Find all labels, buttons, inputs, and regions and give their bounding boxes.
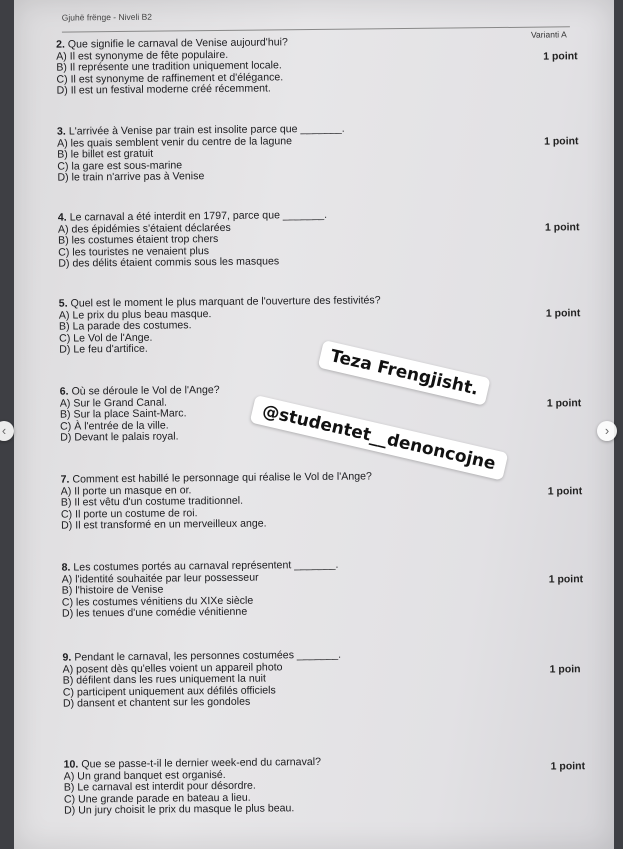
question-8 bbox=[61, 558, 542, 621]
header-divider bbox=[62, 26, 570, 32]
question-number: 9. bbox=[62, 651, 72, 664]
question-number: 10. bbox=[63, 758, 79, 771]
question-2 bbox=[56, 35, 537, 98]
question-number: 4. bbox=[57, 211, 67, 224]
exam-variant: Varianti A bbox=[530, 29, 567, 40]
answer-option: A) des épidémies s'étaient déclarées bbox=[57, 221, 231, 236]
answer-option: A) Le prix du plus beau masque. bbox=[58, 307, 212, 322]
answer-option: B) Sur la place Saint-Marc. bbox=[59, 407, 187, 421]
question-text: Où se déroule le Vol de l'Ange? bbox=[71, 383, 220, 398]
answer-option: D) Le feu d'artifice. bbox=[59, 343, 148, 357]
question-text: Les costumes portés au carnaval représentent _______. bbox=[73, 558, 339, 574]
question-points: 1 point bbox=[543, 50, 578, 63]
question-text: Le carnaval a été interdit en 1797, parce que _______. bbox=[69, 208, 328, 224]
answer-option: D) Devant le palais royal. bbox=[60, 430, 179, 445]
exam-header-title: Gjuhë frënge - Niveli B2 bbox=[61, 11, 153, 23]
question-points: 1 point bbox=[548, 573, 584, 586]
answer-option: C) les costumes vénitiens du XIXe siècle bbox=[61, 594, 254, 609]
question-text: Pendant le carnaval, les personnes costumées _______. bbox=[74, 648, 342, 664]
question-7 bbox=[61, 470, 542, 533]
question-10 bbox=[64, 755, 545, 818]
answer-option: C) participent uniquement aux défilés officiels bbox=[62, 684, 276, 699]
answer-option: A) posent dès qu'elles voient un appareil photo bbox=[62, 660, 283, 676]
question-points: 1 point bbox=[550, 760, 586, 773]
question-number: 2. bbox=[55, 38, 65, 51]
answer-option: D) Il est transformé en un merveilleux ange. bbox=[61, 517, 267, 533]
answer-option: D) le train n'arrive pas à Venise bbox=[57, 170, 205, 185]
answer-option: D) Un jury choisit le prix du masque le plus beau. bbox=[64, 802, 295, 818]
question-number: 8. bbox=[61, 561, 71, 574]
previous-image-button[interactable]: ‹ bbox=[0, 421, 14, 441]
answer-option: D) les tenues d'une comédie vénitienne bbox=[61, 606, 248, 621]
question-points: 1 point bbox=[544, 221, 580, 234]
answer-option: A) Un grand banquet est organisé. bbox=[63, 768, 226, 783]
question-points: 1 point bbox=[546, 397, 582, 410]
overlay-caption: Teza Frengjisht. bbox=[318, 340, 491, 406]
question-points: 1 point bbox=[544, 135, 579, 148]
question-5 bbox=[59, 294, 540, 357]
answer-option: B) Le carnaval est interdit pour désordre. bbox=[63, 779, 256, 794]
answer-option: B) La parade des costumes. bbox=[58, 319, 192, 333]
answer-option: C) Il porte un costume de roi. bbox=[60, 507, 198, 521]
answer-option: C) les touristes ne venaient plus bbox=[58, 244, 210, 259]
next-image-button[interactable]: › bbox=[597, 421, 617, 441]
question-number: 7. bbox=[60, 473, 70, 486]
answer-option: D) Il est un festival moderne créé récemment. bbox=[56, 82, 271, 98]
answer-option: C) Une grande parade en bateau a lieu. bbox=[63, 791, 251, 806]
answer-option: B) Il représente une tradition uniquement locale. bbox=[56, 59, 282, 74]
question-text: Que se passe-t-il le dernier week-end du carnaval? bbox=[81, 755, 322, 771]
answer-option: A) Il est synonyme de fête populaire. bbox=[56, 48, 229, 63]
question-4 bbox=[58, 208, 539, 271]
answer-option: B) le billet est gratuit bbox=[57, 147, 154, 161]
answer-option: C) Il est synonyme de raffinement et d'élégance. bbox=[56, 71, 284, 86]
question-text: Que signifie le carnaval de Venise aujourd'hui? bbox=[67, 36, 288, 51]
answer-option: A) Sur le Grand Canal. bbox=[59, 396, 168, 410]
answer-option: C) Le Vol de l'Ange. bbox=[59, 331, 153, 345]
answer-option: A) Il porte un masque en or. bbox=[60, 483, 192, 498]
answer-option: C) la gare est sous-marine bbox=[57, 159, 183, 173]
answer-option: D) des délits étaient commis sous les masques bbox=[58, 255, 280, 271]
question-number: 6. bbox=[59, 385, 69, 398]
question-text: Quel est le moment le plus marquant de l'ouverture des festivités? bbox=[70, 294, 381, 310]
answer-option: B) défilent dans les rues uniquement la nuit bbox=[62, 672, 266, 687]
answer-option: C) À l'entrée de la ville. bbox=[59, 419, 169, 433]
question-points: 1 point bbox=[547, 485, 583, 498]
question-3 bbox=[57, 122, 538, 185]
question-points: 1 point bbox=[545, 307, 581, 320]
answer-option: B) les costumes étaient trop chers bbox=[58, 233, 219, 247]
answer-option: D) dansent et chantent sur les gondoles bbox=[62, 696, 251, 711]
answer-option: A) l'identité souhaitée par leur possesseur bbox=[61, 571, 259, 586]
question-9 bbox=[62, 648, 543, 711]
question-number: 5. bbox=[58, 297, 68, 310]
overlay-handle: @studentet__denoncojne bbox=[250, 395, 508, 480]
question-text: Comment est habillé le personnage qui réalise le Vol de l'Ange? bbox=[72, 470, 372, 486]
question-points: 1 poin bbox=[549, 663, 581, 676]
question-number: 3. bbox=[56, 125, 66, 138]
answer-option: A) les quais semblent venir du centre de la lagune bbox=[57, 134, 293, 150]
answer-option: B) l'histoire de Venise bbox=[61, 583, 164, 597]
exam-sheet bbox=[14, 0, 614, 849]
answer-option: B) Il est vêtu d'un costume traditionnel. bbox=[60, 494, 244, 509]
question-text: L'arrivée à Venise par train est insolite parce que _______. bbox=[68, 122, 345, 138]
